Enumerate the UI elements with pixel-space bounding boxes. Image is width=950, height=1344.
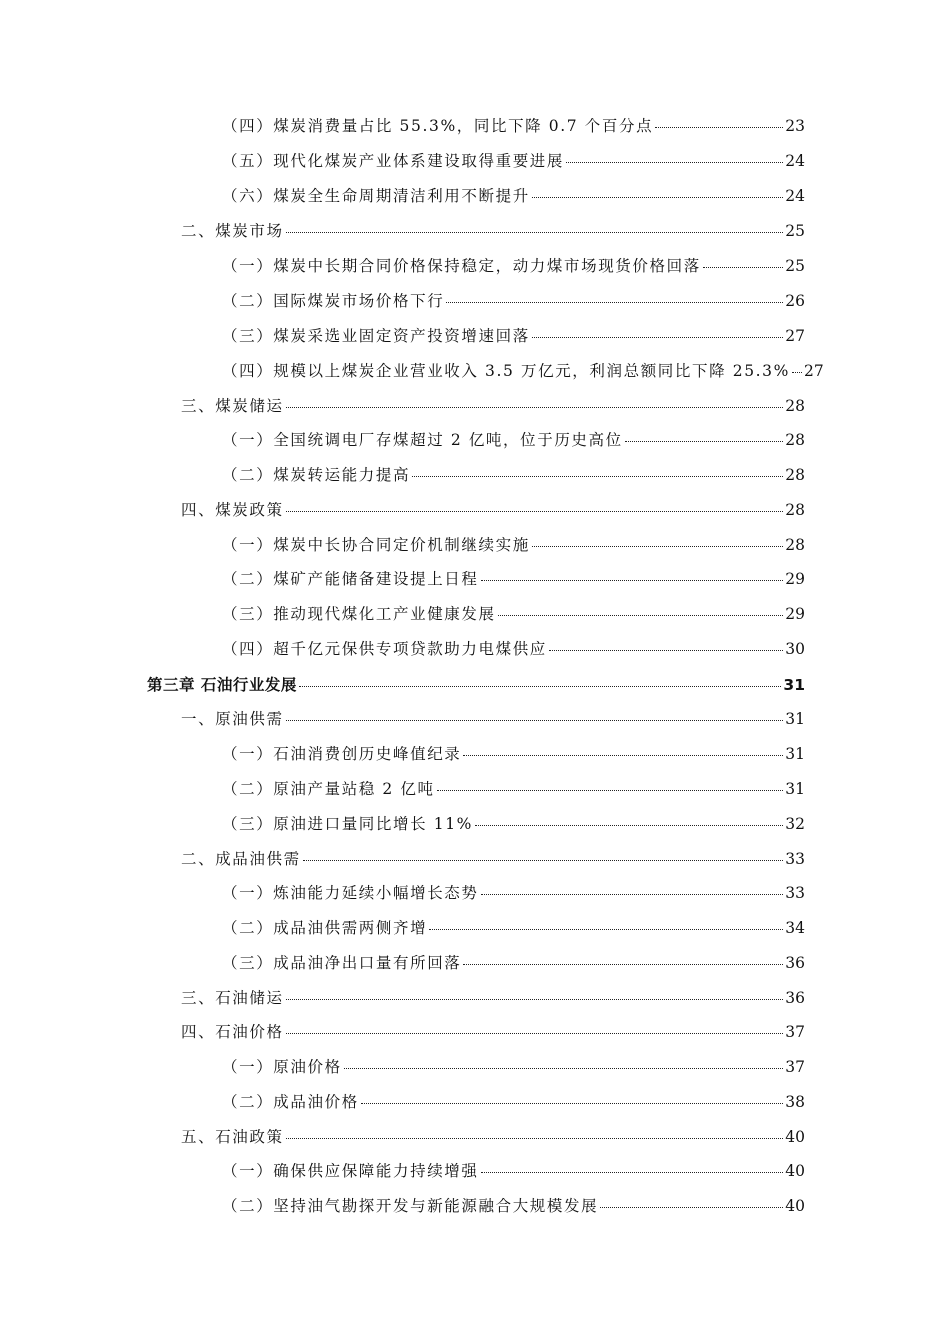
toc-entry-title: 三、石油储运 — [181, 989, 284, 1007]
toc-dot-leader — [299, 686, 782, 687]
toc-entry-title: （二）成品油供需两侧齐增 — [222, 919, 428, 937]
toc-page-number: 40 — [785, 1162, 805, 1180]
toc-dot-leader — [361, 1103, 783, 1104]
toc-entry-title: （一）煤炭中长期合同价格保持稳定，动力煤市场现货价格回落 — [222, 257, 701, 275]
toc-page-number: 24 — [785, 187, 805, 205]
toc-page-number: 36 — [785, 989, 805, 1007]
toc-page-number: 27 — [803, 362, 824, 380]
toc-dot-leader — [532, 546, 783, 547]
toc-entry[interactable] — [222, 637, 805, 663]
toc-entry-title: （二）成品油价格 — [222, 1093, 359, 1111]
toc-page-number: 28 — [785, 466, 805, 484]
toc-dot-leader — [566, 162, 783, 163]
toc-dot-leader — [703, 267, 783, 268]
toc-dot-leader — [481, 580, 784, 581]
toc-dot-leader — [286, 232, 784, 233]
toc-entry-title: 三、煤炭储运 — [181, 397, 284, 415]
toc-entry[interactable] — [222, 114, 805, 140]
toc-entry[interactable] — [222, 1159, 805, 1185]
toc-entry[interactable] — [181, 1020, 805, 1046]
toc-page-number: 25 — [785, 257, 805, 275]
toc-entry[interactable] — [222, 881, 805, 907]
toc-entry[interactable] — [222, 324, 805, 350]
toc-dot-leader — [498, 615, 784, 616]
toc-dot-leader — [481, 894, 784, 895]
toc-entry-title: 一、原油供需 — [181, 710, 284, 728]
toc-entry-title: （四）超千亿元保供专项贷款助力电煤供应 — [222, 640, 547, 658]
toc-entry-title: （一）煤炭中长协合同定价机制继续实施 — [222, 536, 530, 554]
toc-page-number: 31 — [783, 676, 805, 694]
toc-page-number: 28 — [785, 501, 805, 519]
toc-entry[interactable] — [222, 463, 805, 489]
toc-entry[interactable] — [222, 602, 805, 628]
toc-entry-title: （一）原油价格 — [222, 1058, 342, 1076]
toc-page-number: 37 — [785, 1023, 805, 1041]
toc-dot-leader — [286, 407, 784, 408]
toc-page-number: 28 — [785, 431, 805, 449]
toc-dot-leader — [475, 825, 783, 826]
toc-entry[interactable] — [222, 1194, 805, 1220]
toc-entry-title: （四）煤炭消费量占比 55.3%，同比下降 0.7 个百分点 — [222, 117, 654, 135]
toc-dot-leader — [286, 1138, 784, 1139]
toc-entry[interactable] — [222, 951, 805, 977]
toc-entry[interactable] — [222, 533, 805, 559]
toc-entry-title: 二、成品油供需 — [181, 850, 301, 868]
toc-entry[interactable] — [222, 184, 805, 210]
toc-entry[interactable] — [222, 428, 805, 454]
toc-page-number: 27 — [785, 327, 805, 345]
toc-entry[interactable] — [181, 1125, 805, 1151]
toc-dot-leader — [463, 755, 783, 756]
toc-entry-title: 二、煤炭市场 — [181, 222, 284, 240]
toc-entry[interactable] — [222, 149, 805, 175]
toc-entry[interactable] — [222, 254, 805, 280]
toc-entry-title: 四、煤炭政策 — [181, 501, 284, 519]
toc-page-number: 31 — [785, 745, 805, 763]
toc-page-number: 33 — [785, 884, 805, 902]
toc-entry-title: （五）现代化煤炭产业体系建设取得重要进展 — [222, 152, 565, 170]
toc-entry-title: （二）煤矿产能储备建设提上日程 — [222, 570, 479, 588]
toc-page-number: 38 — [785, 1093, 805, 1111]
toc-entry-title: 第三章 石油行业发展 — [147, 676, 297, 694]
toc-dot-leader — [286, 1033, 784, 1034]
toc-entry[interactable] — [222, 742, 805, 768]
toc-entry[interactable] — [181, 394, 805, 420]
toc-dot-leader — [286, 999, 784, 1000]
toc-dot-leader — [463, 964, 783, 965]
toc-entry-title: （二）坚持油气勘探开发与新能源融合大规模发展 — [222, 1197, 599, 1215]
toc-entry[interactable] — [181, 707, 805, 733]
toc-dot-leader — [286, 511, 784, 512]
toc-dot-leader — [532, 337, 783, 338]
toc-page-number: 34 — [785, 919, 805, 937]
toc-page-number: 40 — [785, 1197, 805, 1215]
toc-page-number: 25 — [785, 222, 805, 240]
toc-entry-title: （三）原油进口量同比增长 11% — [222, 815, 473, 833]
toc-page-number: 23 — [785, 117, 805, 135]
toc-entry[interactable] — [181, 847, 805, 873]
toc-page-number: 29 — [785, 570, 805, 588]
toc-entry[interactable] — [222, 1055, 805, 1081]
toc-entry[interactable] — [222, 567, 805, 593]
toc-dot-leader — [792, 372, 802, 373]
toc-entry[interactable] — [222, 777, 805, 803]
toc-page-number: 31 — [785, 710, 805, 728]
toc-page-number: 29 — [785, 605, 805, 623]
toc-dot-leader — [481, 1172, 784, 1173]
toc-entry-title: （二）国际煤炭市场价格下行 — [222, 292, 445, 310]
toc-entry-title: （二）原油产量站稳 2 亿吨 — [222, 780, 435, 798]
toc-dot-leader — [303, 860, 784, 861]
toc-page-number: 33 — [785, 850, 805, 868]
toc-entry-title: （一）石油消费创历史峰值纪录 — [222, 745, 462, 763]
toc-dot-leader — [446, 302, 783, 303]
toc-entry-title: 四、石油价格 — [181, 1023, 284, 1041]
toc-entry-title: （一）全国统调电厂存煤超过 2 亿吨，位于历史高位 — [222, 431, 623, 449]
toc-entry[interactable] — [222, 289, 805, 315]
toc-page-number: 36 — [785, 954, 805, 972]
toc-dot-leader — [600, 1207, 783, 1208]
toc-entry-title: （六）煤炭全生命周期清洁利用不断提升 — [222, 187, 530, 205]
toc-page-number: 28 — [785, 536, 805, 554]
toc-dot-leader — [549, 650, 783, 651]
toc-entry[interactable] — [222, 359, 824, 385]
toc-entry-title: （三）推动现代煤化工产业健康发展 — [222, 605, 496, 623]
toc-entry[interactable] — [181, 986, 805, 1012]
toc-entry[interactable] — [181, 498, 805, 524]
toc-page-number: 31 — [785, 780, 805, 798]
toc-entry-title: （一）炼油能力延续小幅增长态势 — [222, 884, 479, 902]
toc-dot-leader — [625, 441, 784, 442]
toc-entry[interactable] — [181, 219, 805, 245]
toc-entry[interactable] — [222, 1090, 805, 1116]
toc-page-number: 26 — [785, 292, 805, 310]
toc-dot-leader — [437, 790, 784, 791]
toc-entry[interactable] — [222, 916, 805, 942]
toc-page-number: 24 — [785, 152, 805, 170]
toc-page-number: 30 — [785, 640, 805, 658]
toc-page-number: 37 — [785, 1058, 805, 1076]
toc-dot-leader — [286, 720, 784, 721]
toc-dot-leader — [429, 929, 783, 930]
toc-entry[interactable] — [147, 673, 805, 699]
toc-page-number: 28 — [785, 397, 805, 415]
toc-entry-title: （三）煤炭采选业固定资产投资增速回落 — [222, 327, 530, 345]
toc-entry-title: （一）确保供应保障能力持续增强 — [222, 1162, 479, 1180]
toc-dot-leader — [655, 127, 783, 128]
toc-entry-title: （二）煤炭转运能力提高 — [222, 466, 411, 484]
toc-entry-title: 五、石油政策 — [181, 1128, 284, 1146]
toc-page-number: 40 — [785, 1128, 805, 1146]
toc-dot-leader — [344, 1068, 784, 1069]
toc-page-number: 32 — [785, 815, 805, 833]
toc-entry-title: （四）规模以上煤炭企业营业收入 3.5 万亿元，利润总额同比下降 25.3% — [222, 362, 790, 380]
toc-entry[interactable] — [222, 812, 805, 838]
toc-dot-leader — [532, 197, 783, 198]
toc-entry-title: （三）成品油净出口量有所回落 — [222, 954, 462, 972]
toc-dot-leader — [412, 476, 783, 477]
